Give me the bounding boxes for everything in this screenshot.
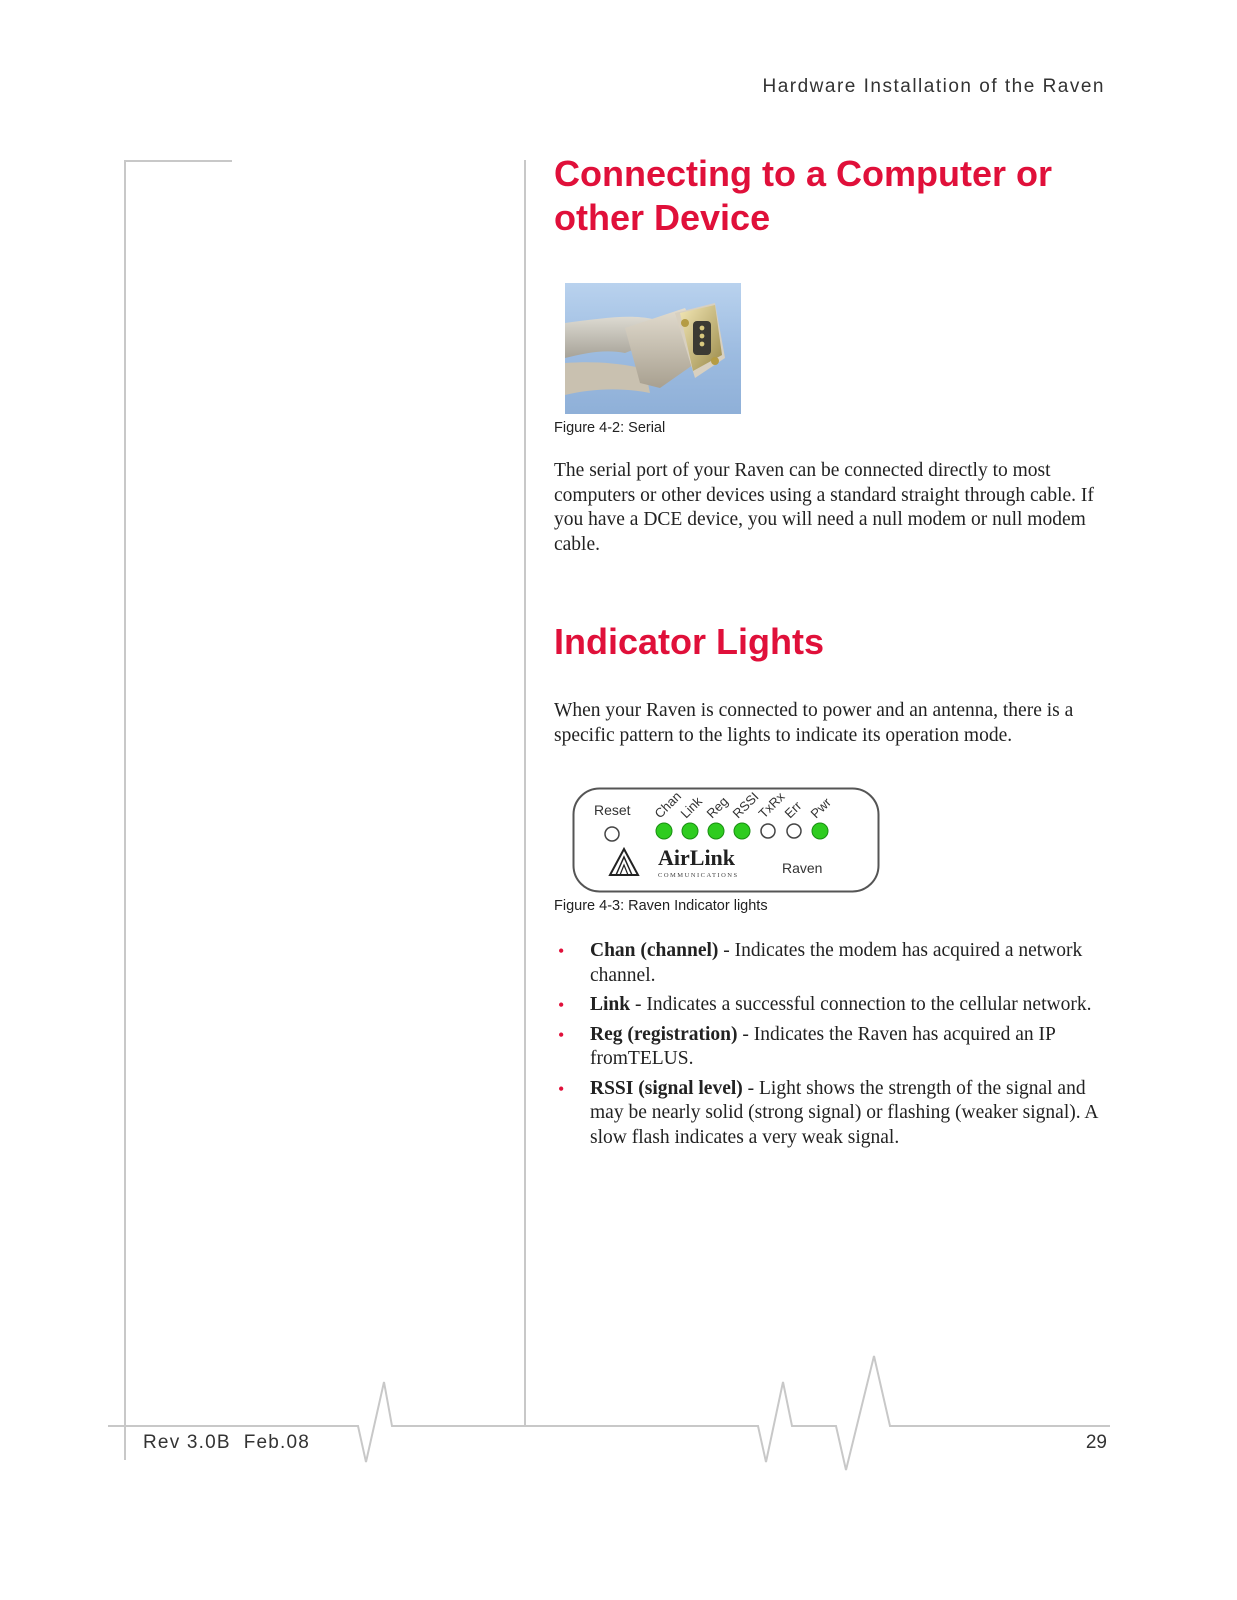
top-left-rule <box>124 160 232 162</box>
bullet-text: - Indicates a successful connection to the cellular network. <box>630 994 1092 1015</box>
indicator-panel-illustration <box>572 787 884 895</box>
page-number: 29 <box>1085 1432 1107 1453</box>
serial-connector-illustration <box>565 283 741 414</box>
brand-subtitle: COMMUNICATIONS <box>658 872 739 879</box>
bullet-term: Chan (channel) <box>590 940 719 961</box>
bullet-term: Reg (registration) <box>590 1023 738 1045</box>
led-txrx-indicator <box>761 824 775 838</box>
section-title-connecting: Connecting to a Computer or other Device <box>554 153 1052 238</box>
paragraph-indicator-intro: When your Raven is connected to power and an antenna, there is a specific pattern to the lights to indicate its operation mode. <box>554 700 1074 746</box>
raven-indicator-panel <box>572 787 884 895</box>
bullet-text: - Indicates the modem has acquired a network channel. <box>590 940 1083 986</box>
bullet-text: - Indicates the Raven has acquired an IP fromTELUS. <box>590 1023 1056 1069</box>
led-label-rssi: RSSI <box>729 789 762 822</box>
list-item: • Chan (channel) - Indicates the modem has acquired a network channel. <box>558 940 1083 986</box>
led-pwr-indicator <box>812 823 828 839</box>
section-title-indicator-lights: Indicator Lights <box>554 621 824 662</box>
bullet-text: - Light shows the strength of the signal and may be nearly solid (strong signal) or flashing (weaker signal). A slow flash indicates a very weak signal. <box>590 1077 1098 1148</box>
reset-button <box>605 827 619 841</box>
model-label: Raven <box>782 860 823 876</box>
serial-cable-photo <box>565 283 741 414</box>
led-err-indicator <box>787 824 801 838</box>
list-item: • RSSI (signal level) - Light shows the strength of the signal and may be nearly solid (strong signal) or flashing (weaker signal). A slow flash indicates a very weak signal. <box>558 1077 1098 1148</box>
led-label-chan: Chan <box>651 788 685 822</box>
left-margin-rule <box>124 160 126 1460</box>
list-item: • Link - Indicates a successful connection to the cellular network. <box>558 994 1092 1015</box>
paragraph-serial-port: The serial port of your Raven can be connected directly to most computers or other devices using a standard straight through cable. If you have a DCE device, you will need a null modem or null modem cable. <box>554 460 1094 555</box>
led-label-txrx: TxRx <box>755 789 788 822</box>
led-label-pwr: Pwr <box>807 794 834 822</box>
footer-revision: Rev 3.0B Feb.08 <box>143 1432 311 1453</box>
brand-name: AirLink <box>658 845 736 870</box>
reset-label: Reset <box>594 802 631 818</box>
bullet-term: RSSI (signal level) <box>590 1077 743 1099</box>
figure-caption-indicator: Figure 4-3: Raven Indicator lights <box>554 898 768 914</box>
led-reg-indicator <box>708 823 724 839</box>
indicator-bullet-list <box>554 939 1114 1155</box>
led-rssi-indicator <box>734 823 750 839</box>
column-divider-rule <box>524 160 526 1426</box>
led-label-link: Link <box>677 793 705 822</box>
bullet-term: Link <box>590 994 631 1015</box>
list-item: • Reg (registration) - Indicates the Raven has acquired an IP fromTELUS. <box>558 1023 1056 1069</box>
figure-caption-serial: Figure 4-2: Serial <box>554 420 666 436</box>
led-link-indicator <box>682 823 698 839</box>
led-label-err: Err <box>781 798 805 822</box>
running-header: Hardware Installation of the Raven <box>762 76 1105 97</box>
led-chan-indicator <box>656 823 672 839</box>
led-label-reg: Reg <box>703 793 731 822</box>
